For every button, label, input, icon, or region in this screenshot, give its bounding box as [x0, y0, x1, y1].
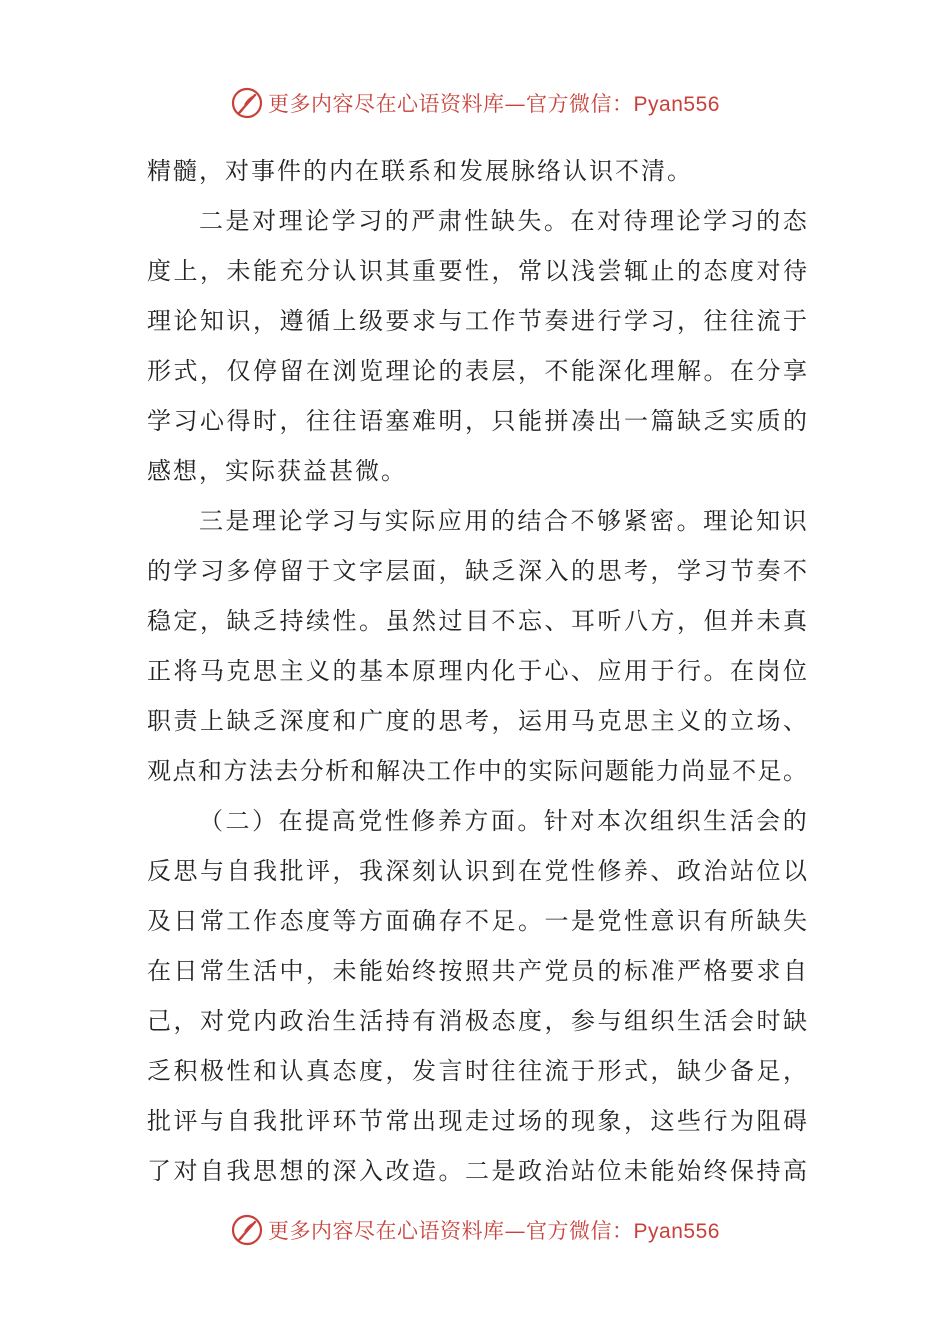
document-body — [147, 146, 807, 1196]
text-line: 理 论 知 识 ， 遵 循 上 级 要 求 与 工 作 节 奏 进 行 学 习 ， 往 往 流 于 — [147, 307, 807, 335]
watermark-text: 更多内容尽在心语资料库—官方微信：Pyan556 — [268, 1219, 720, 1243]
text-line: 己 ， 对 党 内 政 治 生 活 持 有 消 极 态 度 ， 参 与 组 织 生 活 会 时 缺 — [147, 1007, 807, 1035]
text-line: 学 习 心 得 时 ， 往 往 语 塞 难 明 ， 只 能 拼 凑 出 一 篇 缺 乏 实 质 的 — [147, 407, 807, 435]
text-line: 批 评 与 自 我 批 评 环 节 常 出 现 走 过 场 的 现 象 ， 这 些 行 为 阻 碍 — [147, 1107, 807, 1135]
text-line: 形 式 ， 仅 停 留 在 浏 览 理 论 的 表 层 ， 不 能 深 化 理 解 。 在 分 享 — [147, 357, 807, 385]
text-line: 观 点 和 方 法 去 分 析 和 解 决 工 作 中 的 实 际 问 题 能 力 尚 显 不 足 。 — [147, 757, 807, 785]
text-line: 二 是 对 理 论 学 习 的 严 肃 性 缺 失 。 在 对 待 理 论 学 习 的 态 — [199, 207, 807, 235]
quill-pen-logo-icon — [230, 86, 264, 120]
text-line: 感想，实际获益甚微。 — [147, 457, 407, 485]
text-line: 乏 积 极 性 和 认 真 态 度 ， 发 言 时 往 往 流 于 形 式 ， 缺 少 备 足 ， — [147, 1057, 807, 1085]
text-line: 及 日 常 工 作 态 度 等 方 面 确 存 不 足 。 一 是 党 性 意 识 有 所 缺 失 — [147, 907, 807, 935]
text-line: 三 是 理 论 学 习 与 实 际 应 用 的 结 合 不 够 紧 密 。 理 论 知 识 — [199, 507, 807, 535]
text-line: 职 责 上 缺 乏 深 度 和 广 度 的 思 考 ， 运 用 马 克 思 主 义 的 立 场 、 — [147, 707, 807, 735]
text-line: 在 日 常 生 活 中 ， 未 能 始 终 按 照 共 产 党 员 的 标 准 严 格 要 求 自 — [147, 957, 807, 985]
text-line: （ 二 ） 在 提 高 党 性 修 养 方 面 。 针 对 本 次 组 织 生 活 会 的 — [199, 807, 807, 835]
header-watermark-banner — [0, 83, 950, 123]
text-line: 度 上 ， 未 能 充 分 认 识 其 重 要 性 ， 常 以 浅 尝 辄 止 的 态 度 对 待 — [147, 257, 807, 285]
text-line: 了 对 自 我 思 想 的 深 入 改 造 。 二 是 政 治 站 位 未 能 始 终 保 持 高 — [147, 1157, 807, 1185]
text-line: 反 思 与 自 我 批 评 ， 我 深 刻 认 识 到 在 党 性 修 养 、 政 治 站 位 以 — [147, 857, 807, 885]
text-line: 精髓，对事件的内在联系和发展脉络认识不清。 — [147, 157, 693, 185]
footer-watermark-banner — [0, 1210, 950, 1250]
text-line: 的 学 习 多 停 留 于 文 字 层 面 ， 缺 乏 深 入 的 思 考 ， 学 习 节 奏 不 — [147, 557, 807, 585]
quill-pen-logo-icon — [230, 1213, 264, 1247]
text-line: 稳 定 ， 缺 乏 持 续 性 。 虽 然 过 目 不 忘 、 耳 听 八 方 ， 但 并 未 真 — [147, 607, 807, 635]
watermark-text: 更多内容尽在心语资料库—官方微信：Pyan556 — [268, 92, 720, 116]
text-line: 正 将 马 克 思 主 义 的 基 本 原 理 内 化 于 心 、 应 用 于 行 。 在 岗 位 — [147, 657, 807, 685]
